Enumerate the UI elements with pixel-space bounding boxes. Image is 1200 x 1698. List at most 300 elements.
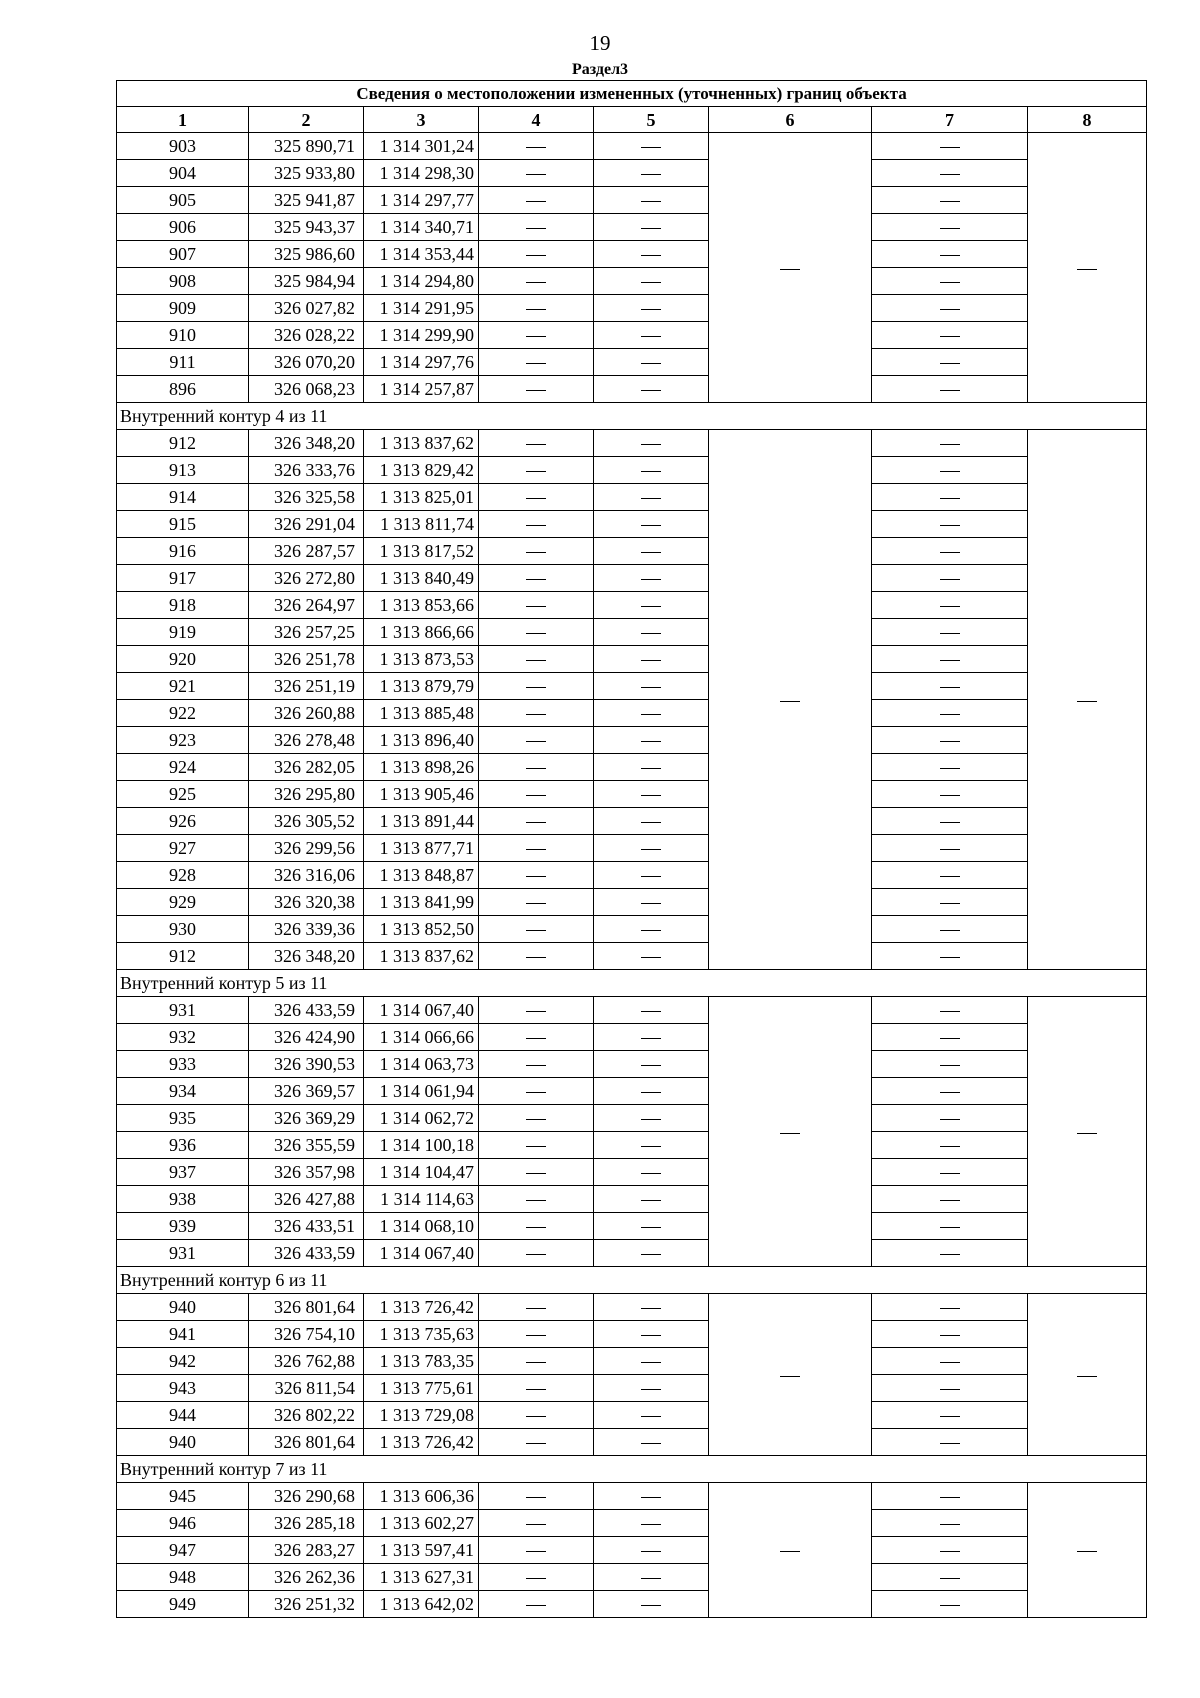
table-body (117, 81, 1147, 1618)
col4-cell (479, 349, 594, 376)
coordinate-y: 1 313 783,35 (364, 1348, 479, 1375)
col4-cell (479, 1186, 594, 1213)
col4-cell (479, 835, 594, 862)
empty-mark (940, 795, 960, 796)
col5-cell (594, 484, 709, 511)
empty-mark (526, 660, 546, 661)
empty-mark (526, 1605, 546, 1606)
empty-mark (940, 1173, 960, 1174)
col5-cell (594, 160, 709, 187)
contour-header-row (117, 1267, 1147, 1294)
boundary-points-table (116, 80, 1147, 1618)
coordinate-x: 326 320,38 (249, 889, 364, 916)
empty-mark (526, 363, 546, 364)
empty-mark (641, 822, 661, 823)
contour-label: Внутренний контур 5 из 11 (117, 970, 1147, 997)
empty-mark (641, 390, 661, 391)
coordinate-y: 1 313 885,48 (364, 700, 479, 727)
point-number: 921 (117, 673, 249, 700)
point-number: 940 (117, 1294, 249, 1321)
empty-mark (940, 876, 960, 877)
coordinate-y: 1 314 114,63 (364, 1186, 479, 1213)
empty-mark (940, 201, 960, 202)
table-row (117, 1186, 1147, 1213)
col7-cell (872, 835, 1028, 862)
table-row (117, 1591, 1147, 1618)
empty-mark (641, 1524, 661, 1525)
col5-cell (594, 133, 709, 160)
empty-mark (641, 1038, 661, 1039)
col5-cell (594, 835, 709, 862)
col5-cell (594, 700, 709, 727)
coordinate-x: 326 278,48 (249, 727, 364, 754)
empty-mark (940, 1146, 960, 1147)
empty-mark (940, 498, 960, 499)
coordinate-y: 1 313 879,79 (364, 673, 479, 700)
empty-mark (940, 228, 960, 229)
empty-mark (526, 957, 546, 958)
empty-mark (641, 1605, 661, 1606)
col7-cell (872, 673, 1028, 700)
point-number: 948 (117, 1564, 249, 1591)
coordinate-x: 326 801,64 (249, 1294, 364, 1321)
empty-mark (641, 1362, 661, 1363)
empty-mark (641, 147, 661, 148)
col5-cell (594, 376, 709, 403)
empty-mark (641, 633, 661, 634)
coordinate-x: 326 285,18 (249, 1510, 364, 1537)
col4-cell (479, 943, 594, 970)
coordinate-y: 1 313 602,27 (364, 1510, 479, 1537)
empty-mark (641, 1146, 661, 1147)
col4-cell (479, 1510, 594, 1537)
coordinate-x: 325 933,80 (249, 160, 364, 187)
col4-cell (479, 1051, 594, 1078)
point-number: 917 (117, 565, 249, 592)
point-number: 940 (117, 1429, 249, 1456)
table-row (117, 376, 1147, 403)
col4-cell (479, 457, 594, 484)
table-row (117, 835, 1147, 862)
coordinate-y: 1 313 852,50 (364, 916, 479, 943)
table-row (117, 1240, 1147, 1267)
col7-cell (872, 349, 1028, 376)
coordinate-x: 326 427,88 (249, 1186, 364, 1213)
empty-mark (940, 255, 960, 256)
empty-mark (526, 1335, 546, 1336)
col4-cell (479, 1429, 594, 1456)
coordinate-y: 1 314 257,87 (364, 376, 479, 403)
col4-cell (479, 808, 594, 835)
coordinate-y: 1 314 066,66 (364, 1024, 479, 1051)
col4-cell (479, 754, 594, 781)
point-number: 925 (117, 781, 249, 808)
empty-mark (526, 1200, 546, 1201)
coordinate-y: 1 313 811,74 (364, 511, 479, 538)
empty-mark (641, 552, 661, 553)
point-number: 929 (117, 889, 249, 916)
col8-merged-cell (1028, 133, 1147, 403)
col7-cell (872, 754, 1028, 781)
col5-cell (594, 1186, 709, 1213)
empty-mark (526, 741, 546, 742)
coordinate-x: 326 433,59 (249, 1240, 364, 1267)
table-row (117, 754, 1147, 781)
column-header: 3 (364, 107, 479, 133)
col6-merged-cell (709, 1294, 872, 1456)
empty-mark (526, 768, 546, 769)
table-row (117, 943, 1147, 970)
coordinate-x: 326 251,19 (249, 673, 364, 700)
col5-cell (594, 1051, 709, 1078)
col7-cell (872, 1429, 1028, 1456)
coordinate-x: 326 433,51 (249, 1213, 364, 1240)
coordinate-x: 325 941,87 (249, 187, 364, 214)
empty-mark (641, 741, 661, 742)
col5-cell (594, 295, 709, 322)
point-number: 938 (117, 1186, 249, 1213)
empty-mark (526, 1011, 546, 1012)
empty-mark (940, 525, 960, 526)
empty-mark (641, 525, 661, 526)
empty-mark (641, 201, 661, 202)
empty-mark (641, 228, 661, 229)
empty-mark (641, 1173, 661, 1174)
col7-cell (872, 295, 1028, 322)
column-header: 1 (117, 107, 249, 133)
coordinate-y: 1 313 837,62 (364, 943, 479, 970)
coordinate-x: 326 290,68 (249, 1483, 364, 1510)
empty-mark (1077, 701, 1097, 702)
empty-mark (641, 1065, 661, 1066)
col4-cell (479, 484, 594, 511)
point-number: 912 (117, 943, 249, 970)
coordinate-y: 1 314 298,30 (364, 160, 479, 187)
table-row (117, 1078, 1147, 1105)
contour-label: Внутренний контур 6 из 11 (117, 1267, 1147, 1294)
col7-cell (872, 241, 1028, 268)
col5-cell (594, 1105, 709, 1132)
empty-mark (641, 255, 661, 256)
column-header: 7 (872, 107, 1028, 133)
coordinate-x: 326 070,20 (249, 349, 364, 376)
table-row (117, 349, 1147, 376)
col7-cell (872, 1564, 1028, 1591)
col7-cell (872, 592, 1028, 619)
empty-mark (526, 1416, 546, 1417)
col5-cell (594, 1213, 709, 1240)
coordinate-x: 326 295,80 (249, 781, 364, 808)
coordinate-x: 326 291,04 (249, 511, 364, 538)
empty-mark (940, 1038, 960, 1039)
empty-mark (940, 633, 960, 634)
coordinate-y: 1 314 067,40 (364, 1240, 479, 1267)
empty-mark (526, 336, 546, 337)
col5-cell (594, 187, 709, 214)
empty-mark (940, 957, 960, 958)
empty-mark (940, 1443, 960, 1444)
point-number: 905 (117, 187, 249, 214)
empty-mark (940, 1389, 960, 1390)
empty-mark (526, 903, 546, 904)
col4-cell (479, 1564, 594, 1591)
empty-mark (526, 444, 546, 445)
empty-mark (526, 147, 546, 148)
table-row (117, 295, 1147, 322)
col6-merged-cell (709, 1483, 872, 1618)
empty-mark (641, 795, 661, 796)
coordinate-x: 326 348,20 (249, 430, 364, 457)
col5-cell (594, 322, 709, 349)
col6-merged-cell (709, 133, 872, 403)
col7-cell (872, 430, 1028, 457)
coordinate-y: 1 313 729,08 (364, 1402, 479, 1429)
point-number: 946 (117, 1510, 249, 1537)
table-row (117, 619, 1147, 646)
empty-mark (641, 579, 661, 580)
col7-cell (872, 808, 1028, 835)
coordinate-x: 326 802,22 (249, 1402, 364, 1429)
empty-mark (526, 1254, 546, 1255)
col4-cell (479, 1294, 594, 1321)
col7-cell (872, 862, 1028, 889)
point-number: 912 (117, 430, 249, 457)
col5-cell (594, 727, 709, 754)
point-number: 942 (117, 1348, 249, 1375)
coordinate-y: 1 313 848,87 (364, 862, 479, 889)
col4-cell (479, 1321, 594, 1348)
coordinate-x: 326 424,90 (249, 1024, 364, 1051)
contour-label: Внутренний контур 7 из 11 (117, 1456, 1147, 1483)
empty-mark (641, 1227, 661, 1228)
table-row (117, 241, 1147, 268)
empty-mark (526, 552, 546, 553)
empty-mark (641, 471, 661, 472)
empty-mark (641, 660, 661, 661)
empty-mark (641, 957, 661, 958)
col7-cell (872, 1321, 1028, 1348)
empty-mark (526, 309, 546, 310)
coordinate-y: 1 314 353,44 (364, 241, 479, 268)
coordinate-x: 325 943,37 (249, 214, 364, 241)
coordinate-x: 326 369,57 (249, 1078, 364, 1105)
col4-cell (479, 1402, 594, 1429)
empty-mark (526, 282, 546, 283)
col8-merged-cell (1028, 997, 1147, 1267)
col5-cell (594, 1024, 709, 1051)
coordinate-y: 1 314 063,73 (364, 1051, 479, 1078)
coordinate-y: 1 313 627,31 (364, 1564, 479, 1591)
empty-mark (641, 174, 661, 175)
empty-mark (940, 1254, 960, 1255)
empty-mark (641, 768, 661, 769)
empty-mark (526, 174, 546, 175)
empty-mark (940, 1335, 960, 1336)
coordinate-x: 326 369,29 (249, 1105, 364, 1132)
table-row (117, 1510, 1147, 1537)
col5-cell (594, 538, 709, 565)
empty-mark (641, 309, 661, 310)
coordinate-x: 325 890,71 (249, 133, 364, 160)
col7-cell (872, 619, 1028, 646)
point-number: 919 (117, 619, 249, 646)
col7-cell (872, 943, 1028, 970)
col5-cell (594, 1294, 709, 1321)
table-row (117, 1537, 1147, 1564)
empty-mark (641, 498, 661, 499)
col4-cell (479, 1024, 594, 1051)
col5-cell (594, 1375, 709, 1402)
coordinate-x: 326 811,54 (249, 1375, 364, 1402)
table-row (117, 565, 1147, 592)
empty-mark (526, 714, 546, 715)
col4-cell (479, 673, 594, 700)
empty-mark (940, 390, 960, 391)
empty-mark (641, 1011, 661, 1012)
coordinate-x: 326 027,82 (249, 295, 364, 322)
empty-mark (641, 606, 661, 607)
coordinate-y: 1 313 642,02 (364, 1591, 479, 1618)
col5-cell (594, 1159, 709, 1186)
col4-cell (479, 916, 594, 943)
coordinate-y: 1 314 061,94 (364, 1078, 479, 1105)
empty-mark (940, 606, 960, 607)
col4-cell (479, 1078, 594, 1105)
empty-mark (526, 1578, 546, 1579)
table-row (117, 1429, 1147, 1456)
point-number: 916 (117, 538, 249, 565)
empty-mark (940, 687, 960, 688)
empty-mark (526, 1227, 546, 1228)
col5-cell (594, 241, 709, 268)
point-number: 924 (117, 754, 249, 781)
contour-header-row (117, 970, 1147, 997)
col7-cell (872, 916, 1028, 943)
col7-cell (872, 781, 1028, 808)
coordinate-y: 1 313 837,62 (364, 430, 479, 457)
section-label: Раздел3 (571, 61, 629, 78)
empty-mark (940, 903, 960, 904)
empty-mark (940, 552, 960, 553)
col8-merged-cell (1028, 1483, 1147, 1618)
col4-cell (479, 862, 594, 889)
coordinate-y: 1 314 340,71 (364, 214, 479, 241)
coordinate-y: 1 313 735,63 (364, 1321, 479, 1348)
coordinate-x: 326 357,98 (249, 1159, 364, 1186)
col5-cell (594, 889, 709, 916)
table-row (117, 1402, 1147, 1429)
col4-cell (479, 565, 594, 592)
point-number: 949 (117, 1591, 249, 1618)
col5-cell (594, 916, 709, 943)
empty-mark (940, 444, 960, 445)
col5-cell (594, 1321, 709, 1348)
empty-mark (526, 1497, 546, 1498)
table-row (117, 457, 1147, 484)
empty-mark (780, 269, 800, 270)
col7-cell (872, 133, 1028, 160)
empty-mark (940, 1497, 960, 1498)
empty-mark (940, 714, 960, 715)
col5-cell (594, 943, 709, 970)
empty-mark (641, 1308, 661, 1309)
empty-mark (526, 1389, 546, 1390)
empty-mark (780, 1133, 800, 1134)
col5-cell (594, 1240, 709, 1267)
col5-cell (594, 673, 709, 700)
empty-mark (940, 1362, 960, 1363)
empty-mark (940, 336, 960, 337)
empty-mark (940, 147, 960, 148)
coordinate-y: 1 313 606,36 (364, 1483, 479, 1510)
point-number: 923 (117, 727, 249, 754)
coordinate-y: 1 314 068,10 (364, 1213, 479, 1240)
col4-cell (479, 538, 594, 565)
empty-mark (641, 336, 661, 337)
col7-cell (872, 214, 1028, 241)
col4-cell (479, 1213, 594, 1240)
column-header: 8 (1028, 107, 1147, 133)
col5-cell (594, 1537, 709, 1564)
col7-cell (872, 538, 1028, 565)
coordinate-y: 1 314 297,76 (364, 349, 479, 376)
table-row (117, 1321, 1147, 1348)
empty-mark (526, 930, 546, 931)
coordinate-y: 1 314 100,18 (364, 1132, 479, 1159)
col5-cell (594, 1510, 709, 1537)
coordinate-y: 1 314 301,24 (364, 133, 479, 160)
empty-mark (940, 1416, 960, 1417)
point-number: 939 (117, 1213, 249, 1240)
col4-cell (479, 187, 594, 214)
coordinate-x: 326 390,53 (249, 1051, 364, 1078)
empty-mark (526, 1524, 546, 1525)
col7-cell (872, 1105, 1028, 1132)
coordinate-x: 326 257,25 (249, 619, 364, 646)
coordinate-x: 326 264,97 (249, 592, 364, 619)
empty-mark (526, 390, 546, 391)
empty-mark (641, 444, 661, 445)
empty-mark (940, 309, 960, 310)
col7-cell (872, 1483, 1028, 1510)
empty-mark (1077, 1551, 1097, 1552)
coordinate-y: 1 314 297,77 (364, 187, 479, 214)
coordinate-x: 325 984,94 (249, 268, 364, 295)
col4-cell (479, 889, 594, 916)
point-number: 926 (117, 808, 249, 835)
coordinate-y: 1 313 896,40 (364, 727, 479, 754)
empty-mark (526, 471, 546, 472)
point-number: 920 (117, 646, 249, 673)
column-header: 2 (249, 107, 364, 133)
col6-merged-cell (709, 997, 872, 1267)
col7-cell (872, 1375, 1028, 1402)
col7-cell (872, 484, 1028, 511)
empty-mark (526, 525, 546, 526)
col7-cell (872, 1537, 1028, 1564)
empty-mark (780, 701, 800, 702)
coordinate-x: 326 355,59 (249, 1132, 364, 1159)
col7-cell (872, 1159, 1028, 1186)
col5-cell (594, 1429, 709, 1456)
col5-cell (594, 511, 709, 538)
table-row (117, 511, 1147, 538)
col7-cell (872, 889, 1028, 916)
table-row (117, 1348, 1147, 1375)
coordinate-y: 1 314 062,72 (364, 1105, 479, 1132)
col4-cell (479, 1537, 594, 1564)
coordinate-y: 1 313 726,42 (364, 1294, 479, 1321)
